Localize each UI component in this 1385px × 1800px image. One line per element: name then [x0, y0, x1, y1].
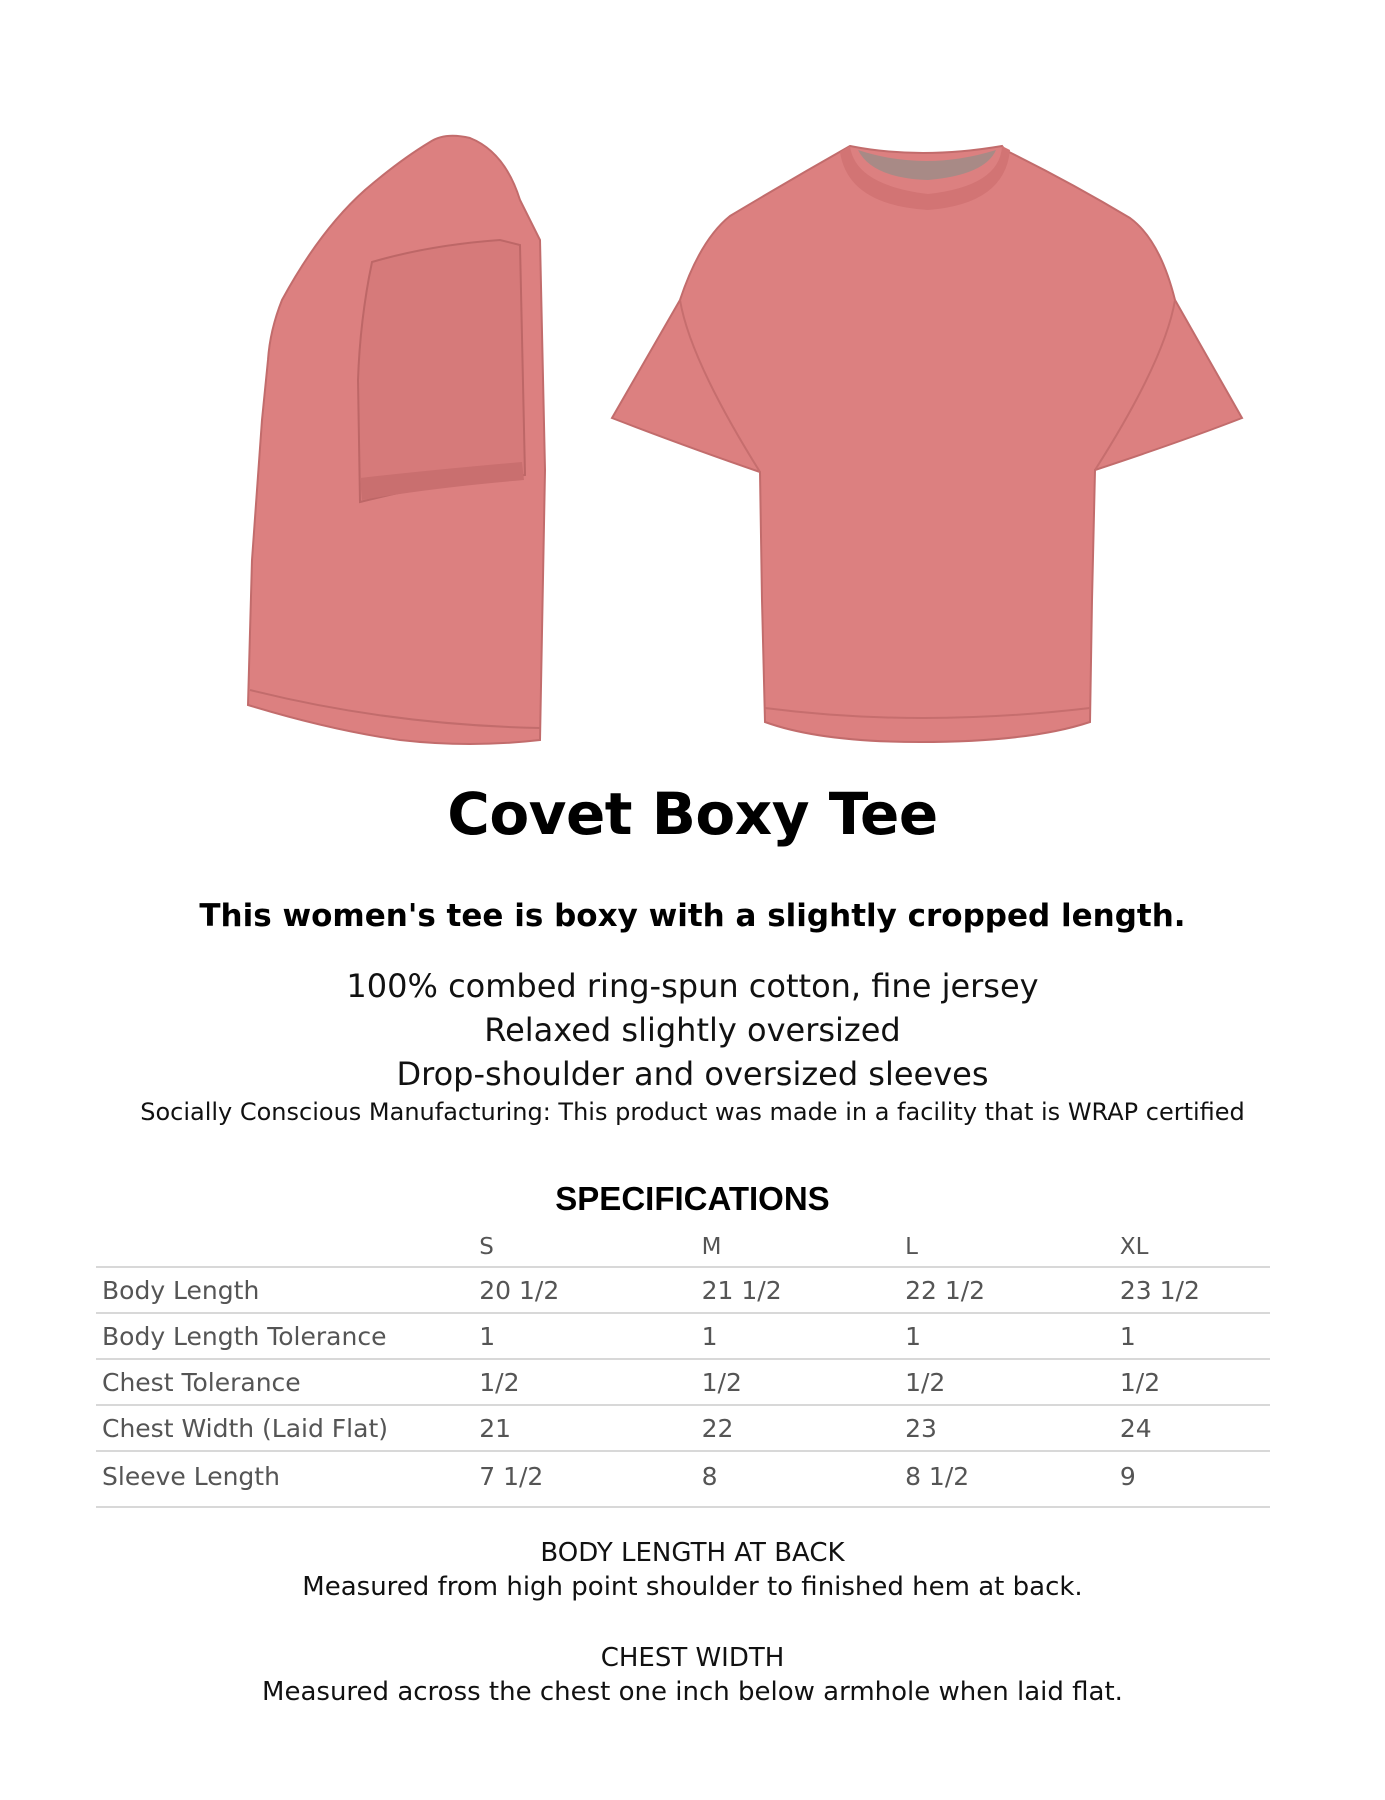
row-label: Body Length [96, 1267, 473, 1313]
feature-item: 100% combed ring-spun cotton, fine jersey [346, 967, 1039, 1005]
row-label: Sleeve Length [96, 1451, 473, 1507]
table-cell: 1/2 [696, 1359, 899, 1405]
table-cell: 1/2 [899, 1359, 1114, 1405]
table-row [96, 1451, 1270, 1507]
table-row [96, 1405, 1270, 1451]
table-cell: 22 1/2 [899, 1267, 1114, 1313]
measurement-body-length [0, 1536, 1385, 1604]
row-label: Body Length Tolerance [96, 1313, 473, 1359]
size-header-l: L [899, 1228, 1114, 1267]
row-label: Chest Width (Laid Flat) [96, 1405, 473, 1451]
size-header-xl: XL [1114, 1228, 1270, 1267]
table-cell: 9 [1114, 1451, 1270, 1507]
product-photos-svg [0, 0, 1385, 770]
table-cell: 23 1/2 [1114, 1267, 1270, 1313]
measurement-title: CHEST WIDTH [600, 1643, 785, 1673]
size-chart-table [96, 1228, 1270, 1508]
table-cell: 7 1/2 [473, 1451, 695, 1507]
table-cell: 20 1/2 [473, 1267, 695, 1313]
table-cell: 21 [473, 1405, 695, 1451]
size-header-s: S [473, 1228, 695, 1267]
tee-side-sleeve [358, 240, 525, 502]
measurement-title: BODY LENGTH AT BACK [540, 1538, 845, 1568]
table-cell: 1 [696, 1313, 899, 1359]
measurement-chest-width [0, 1641, 1385, 1709]
tee-front-view [612, 146, 1242, 742]
product-photos [0, 0, 1385, 770]
feature-item: Relaxed slightly oversized [484, 1011, 901, 1049]
certification-note: Socially Conscious Manufacturing: This product was made in a facility that is WRAP certified [140, 1098, 1245, 1126]
size-header-blank [96, 1228, 473, 1267]
table-cell: 24 [1114, 1405, 1270, 1451]
table-cell: 21 1/2 [696, 1267, 899, 1313]
table-cell: 1 [899, 1313, 1114, 1359]
row-label: Chest Tolerance [96, 1359, 473, 1405]
table-row [96, 1267, 1270, 1313]
product-subtitle: This women's tee is boxy with a slightly cropped length. [199, 898, 1186, 934]
table-cell: 23 [899, 1405, 1114, 1451]
table-cell: 22 [696, 1405, 899, 1451]
table-row [96, 1359, 1270, 1405]
table-cell: 1 [473, 1313, 695, 1359]
table-cell: 1/2 [473, 1359, 695, 1405]
tee-front-body [612, 146, 1242, 742]
measurement-description: Measured across the chest one inch below armhole when laid flat. [262, 1677, 1123, 1707]
tee-side-view [248, 136, 545, 744]
product-title: Covet Boxy Tee [447, 780, 938, 848]
size-header-m: M [696, 1228, 899, 1267]
size-header-row [96, 1228, 1270, 1267]
table-cell: 8 1/2 [899, 1451, 1114, 1507]
table-cell: 8 [696, 1451, 899, 1507]
specifications-heading: SPECIFICATIONS [555, 1180, 830, 1217]
feature-item: Drop-shoulder and oversized sleeves [396, 1055, 989, 1093]
feature-list [0, 964, 1385, 1096]
table-row [96, 1313, 1270, 1359]
table-cell: 1/2 [1114, 1359, 1270, 1405]
measurement-description: Measured from high point shoulder to finished hem at back. [302, 1572, 1083, 1602]
table-cell: 1 [1114, 1313, 1270, 1359]
